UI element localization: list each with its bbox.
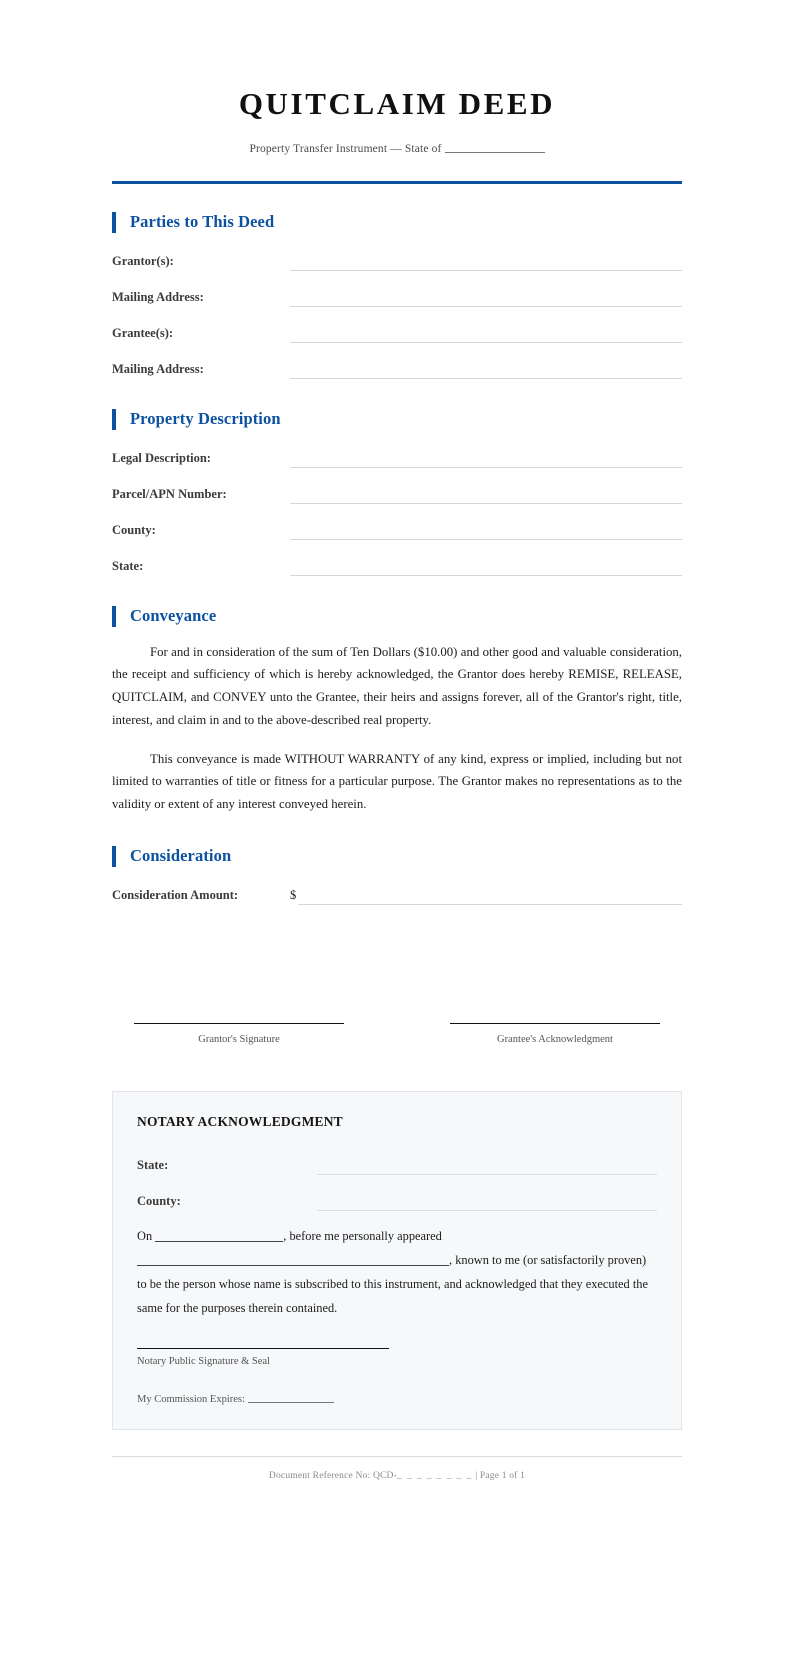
section-title-property: Property Description — [130, 408, 281, 428]
field-input-grantee[interactable] — [290, 322, 682, 343]
notary-acknowledgment-box — [112, 1091, 682, 1431]
section-title-conveyance: Conveyance — [130, 605, 217, 625]
notary-field-input-state[interactable] — [317, 1155, 657, 1175]
field-row-parcel-number — [112, 480, 682, 504]
field-row-grantee — [112, 319, 682, 343]
page-title: QUITCLAIM DEED — [238, 86, 556, 121]
field-label-grantee-address: Mailing Address: — [112, 361, 204, 376]
field-row-consideration-amount — [112, 881, 682, 905]
field-row-grantor — [112, 247, 682, 271]
section-header-parties — [112, 212, 682, 233]
signature-block — [112, 1023, 682, 1047]
field-label-grantor-address: Mailing Address: — [112, 289, 204, 304]
notary-text-after-date: , before me personally appeared — [283, 1228, 442, 1243]
conveyance-paragraph-2: This conveyance is made WITHOUT WARRANTY of any kind, express or implied, including but not limited to warranties of title or fitness for a particular purpose. The Grantor makes no representations as to the validity or extent of any interest conveyed herein. — [112, 751, 682, 812]
footer-reference-prefix: Document Reference No: QCD- — [268, 1471, 397, 1482]
field-input-state[interactable] — [290, 555, 682, 576]
field-label-state: State: — [112, 558, 144, 573]
section-title-consideration: Consideration — [130, 846, 232, 866]
field-row-legal-description — [112, 444, 682, 468]
field-row-grantee-address — [112, 355, 682, 379]
currency-symbol: $ — [290, 888, 297, 902]
field-input-parcel-number[interactable] — [290, 483, 682, 504]
notary-field-label-county: County: — [137, 1193, 181, 1208]
signature-column-grantor — [134, 1023, 344, 1047]
field-label-grantee: Grantee(s): — [112, 325, 174, 340]
field-label-county: County: — [112, 522, 156, 537]
notary-commission-blank[interactable] — [248, 1393, 334, 1403]
notary-text-after-name: , known to me (or satisfactorily proven) to be the person whose name is subscribed to this instrument, and acknowledged that they executed the same for the purposes therein contained. — [137, 1252, 648, 1316]
section-title-parties: Parties to This Deed — [130, 211, 275, 231]
notary-name-blank[interactable] — [137, 1254, 449, 1266]
field-label-consideration-amount: Consideration Amount: — [112, 888, 239, 902]
notary-field-row-county — [137, 1188, 657, 1211]
notary-on-word: On — [137, 1228, 153, 1243]
notary-date-blank[interactable] — [155, 1230, 283, 1242]
footer-reference-dashes: _ _ _ _ _ _ _ _ — [396, 1471, 473, 1482]
field-input-grantor-address[interactable] — [290, 286, 682, 307]
field-input-grantor[interactable] — [290, 250, 682, 271]
section-header-consideration — [112, 846, 682, 867]
document-footer — [112, 1456, 682, 1481]
subtitle-text: Property Transfer Instrument — State of — [249, 142, 442, 155]
field-row-grantor-address — [112, 283, 682, 307]
section-header-property — [112, 409, 682, 430]
section-accent-bar — [112, 846, 116, 867]
section-accent-bar — [112, 212, 116, 233]
header-divider — [112, 181, 682, 184]
notary-commission-label: My Commission Expires: — [137, 1394, 245, 1406]
conveyance-paragraph-1: For and in consideration of the sum of Ten Dollars ($10.00) and other good and valuable consideration, the receipt and sufficiency of which is hereby acknowledged, the Grantor does hereby REMISE, RELEASE, QUITCLAIM, and CONVEY unto the Grantee, their heirs and assigns forever, all of the Grantor's right, title, interest, and claim in and to the above-described real property. — [112, 644, 682, 727]
notary-statement — [137, 1224, 657, 1321]
signature-column-grantee — [450, 1023, 660, 1047]
notary-field-label-state: State: — [137, 1157, 169, 1172]
field-input-county[interactable] — [290, 519, 682, 540]
field-label-parcel-number: Parcel/APN Number: — [112, 486, 227, 501]
signature-line-grantor[interactable] — [134, 1023, 344, 1024]
document-body — [112, 0, 682, 1481]
document-subtitle — [112, 142, 682, 155]
notary-field-input-county[interactable] — [317, 1191, 657, 1211]
field-label-legal-description: Legal Description: — [112, 450, 211, 465]
field-label-grantor: Grantor(s): — [112, 253, 174, 268]
signature-caption-grantor: Grantor's Signature — [198, 1034, 280, 1045]
signature-caption-grantee: Grantee's Acknowledgment — [497, 1034, 613, 1045]
notary-field-row-state — [137, 1152, 657, 1175]
field-input-grantee-address[interactable] — [290, 358, 682, 379]
state-blank-field[interactable] — [445, 142, 545, 153]
footer-page-info: | Page 1 of 1 — [475, 1471, 526, 1482]
signature-line-grantee[interactable] — [450, 1023, 660, 1024]
field-input-legal-description[interactable] — [290, 447, 682, 468]
section-accent-bar — [112, 409, 116, 430]
notary-commission-row — [137, 1393, 657, 1405]
notary-title: NOTARY ACKNOWLEDGMENT — [137, 1113, 343, 1129]
section-header-conveyance — [112, 606, 682, 627]
field-row-county — [112, 516, 682, 540]
field-row-state — [112, 552, 682, 576]
notary-signature-caption: Notary Public Signature & Seal — [137, 1356, 270, 1368]
section-accent-bar — [112, 606, 116, 627]
notary-signature-line[interactable] — [137, 1348, 389, 1349]
field-input-consideration-amount[interactable] — [298, 884, 682, 905]
